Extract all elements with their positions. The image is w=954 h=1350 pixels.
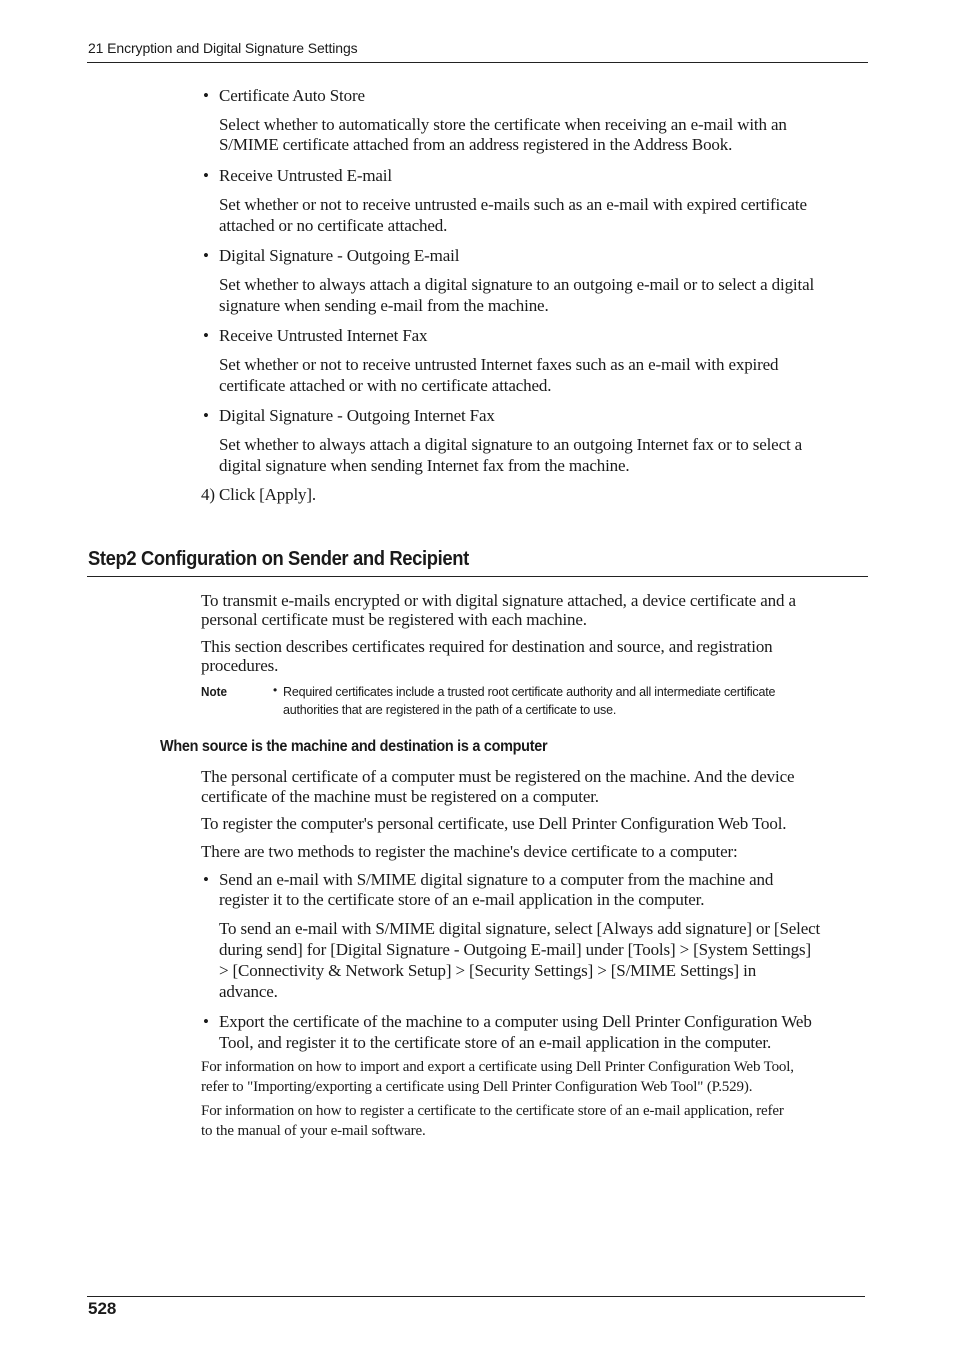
note-line: Required certificates include a trusted root certificate authority and all intermediate certificate (283, 685, 776, 699)
setting-desc-line: Set whether to always attach a digital signature to an outgoing e-mail or to select a digital (219, 275, 815, 294)
bullet-icon: • (203, 326, 209, 345)
method-detail-line: advance. (219, 982, 278, 1001)
chapter-header: 21 Encryption and Digital Signature Settings (88, 40, 358, 56)
reference-line: to the manual of your e-mail software. (201, 1123, 426, 1139)
setting-title-untrusted-ifax: Receive Untrusted Internet Fax (219, 326, 428, 345)
setting-desc-line: S/MIME certificate attached from an address registered in the Address Book. (219, 135, 733, 154)
method-bullet-line: Export the certificate of the machine to a computer using Dell Printer Configuration Web (219, 1012, 812, 1031)
method-bullet-line: register it to the certificate store of an e-mail application in the computer. (219, 890, 705, 909)
bullet-icon: • (203, 406, 209, 425)
method-bullet-line: Send an e-mail with S/MIME digital signature to a computer from the machine and (219, 870, 774, 889)
reference-link-line[interactable]: refer to "Importing/exporting a certificate using Dell Printer Configuration Web Tool" (P.529). (201, 1079, 753, 1095)
method-detail-line: To send an e-mail with S/MIME digital signature, select [Always add signature] or [Select (219, 919, 821, 938)
header-divider (87, 62, 868, 63)
setting-desc-line: Select whether to automatically store the certificate when receiving an e-mail with an (219, 115, 787, 134)
method-detail-line: during send] for [Digital Signature - Outgoing E-mail] under [Tools] > [System Settings] (219, 940, 811, 959)
intro-line: This section describes certificates required for destination and source, and registration (201, 637, 773, 656)
body-line: To register the computer's personal certificate, use Dell Printer Configuration Web Tool. (201, 814, 787, 833)
bullet-icon: • (203, 1012, 209, 1031)
bullet-icon: • (203, 166, 209, 185)
intro-line: To transmit e-mails encrypted or with digital signature attached, a device certificate and a (201, 591, 796, 610)
setting-desc-line: Set whether or not to receive untrusted Internet faxes such as an e-mail with expired (219, 355, 779, 374)
setting-desc-line: Set whether or not to receive untrusted e-mails such as an e-mail with expired certificate (219, 195, 807, 214)
method-bullet-line: Tool, and register it to the certificate store of an e-mail application in the computer. (219, 1033, 772, 1052)
setting-desc-line: Set whether to always attach a digital signature to an outgoing Internet fax or to select a (219, 435, 803, 454)
reference-line: For information on how to register a certificate to the certificate store of an e-mail application, refer (201, 1103, 784, 1119)
setting-desc-line: signature when sending e-mail from the machine. (219, 296, 549, 315)
setting-title-sig-email: Digital Signature - Outgoing E-mail (219, 246, 460, 265)
intro-line: procedures. (201, 656, 279, 675)
method-detail-line: > [Connectivity & Network Setup] > [Security Settings] > [S/MIME Settings] in (219, 961, 757, 980)
body-line: The personal certificate of a computer must be registered on the machine. And the device (201, 767, 795, 786)
body-line: certificate of the machine must be registered on a computer. (201, 787, 599, 806)
page-number: 528 (88, 1299, 117, 1318)
setting-title-sig-ifax: Digital Signature - Outgoing Internet Fax (219, 406, 495, 425)
bullet-icon: • (203, 870, 209, 889)
subsection-heading: When source is the machine and destination is a computer (160, 738, 548, 755)
footer-divider (87, 1296, 865, 1297)
reference-line: For information on how to import and export a certificate using Dell Printer Configuration Web Tool, (201, 1059, 794, 1075)
note-label: Note (201, 684, 228, 699)
note-text (283, 683, 863, 719)
setting-title-untrusted-email: Receive Untrusted E-mail (219, 166, 392, 185)
bullet-icon: • (203, 246, 209, 265)
section-heading-step2: Step2 Configuration on Sender and Recipient (88, 548, 469, 570)
setting-desc-line: attached or no certificate attached. (219, 216, 448, 235)
body-line: There are two methods to register the machine's device certificate to a computer: (201, 842, 738, 861)
setting-desc-line: digital signature when sending Internet fax from the machine. (219, 456, 630, 475)
step-4-click-apply: 4) Click [Apply]. (201, 485, 317, 504)
setting-desc-line: certificate attached or with no certificate attached. (219, 376, 552, 395)
intro-line: personal certificate must be registered with each machine. (201, 610, 587, 629)
bullet-icon: • (203, 86, 209, 105)
setting-title-auto-store: Certificate Auto Store (219, 86, 365, 105)
section-divider (87, 576, 868, 577)
note-line: authorities that are registered in the path of a certificate to use. (283, 703, 617, 717)
note-bullet-icon: • (273, 683, 278, 697)
